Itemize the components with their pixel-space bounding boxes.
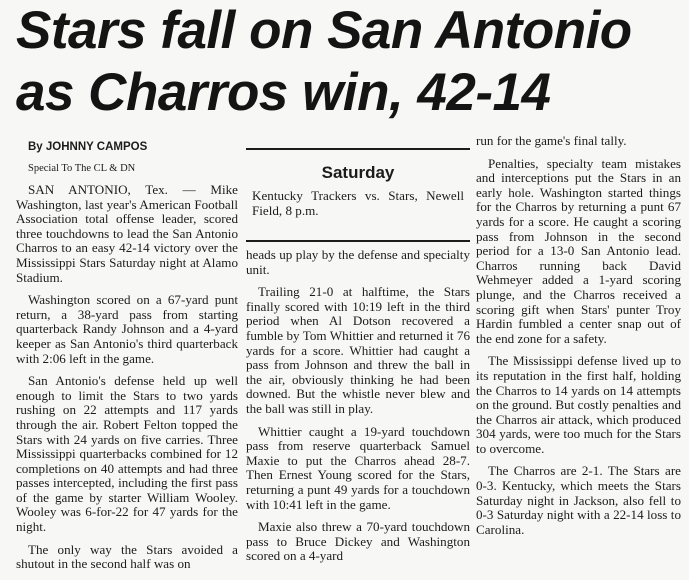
headline-line-2: as Charros win, 42-14 — [16, 63, 551, 122]
article-column-1 — [16, 141, 238, 580]
headline-line-1: Stars fall on San Antonio — [16, 1, 632, 60]
paragraph: Maxie also threw a 70-yard touchdown pass to Bruce Dickey and Washington scored on a 4-yard — [246, 519, 470, 564]
paragraph: Trailing 21-0 at halftime, the Stars finally scored with 10:19 left in the third period when Al Dotson recovered a fumble by Tom Whittier and returned it 76 yards for a score. Whittier had caught a pass from Johnson and threw the ball in the air, obviously thinking he had been downed. But the whistle never blew and the ball was still in play. — [246, 284, 470, 416]
paragraph: San Antonio's defense held up well enough to limit the Stars to two yards rushing on 22 attempts and 117 yards through the air. Robert Felton topped the Stars with 24 yards on five carries. Three Mississippi quarterbacks combined for 12 completions on 40 attempts and had three passes intercepted, including the first pass of the game by starter William Wooley. Wooley was 6-for-22 for 47 yards for the night. — [16, 373, 238, 535]
schedule-box-title: Saturday — [321, 163, 395, 182]
article-column-2 — [246, 248, 470, 572]
paragraph: SAN ANTONIO, Tex. — Mike Washington, last year's American Football Association total offense leader, scored three touchdowns to lead the San Antonio Charros to an easy 42-14 victory over the Mississippi Stars Saturday night at Alamo Stadium. — [16, 182, 238, 285]
paragraph: heads up play by the defense and specialty unit. — [246, 247, 470, 277]
schedule-box — [246, 148, 470, 242]
paragraph: The Mississippi defense lived up to its reputation in the first half, holding the Charros to 14 yards on 14 attempts on the ground. But costly penalties and the Charros air attack, which produced 304 yards, were too much for the Stars to overcome. — [476, 353, 681, 456]
headline — [16, 0, 686, 124]
byline-author: By JOHNNY CAMPOS — [28, 141, 148, 153]
schedule-box-text: Kentucky Trackers vs. Stars, Newell Field, 8 p.m. — [252, 188, 464, 218]
paragraph: Whittier caught a 19-yard touchdown pass from reserve quarterback Samuel Maxie to put the Charros ahead 28-7. Then Ernest Young scored for the Stars, returning a punt 49 yards for a touchdown with 10:41 left in the game. — [246, 423, 470, 512]
paragraph: Penalties, specialty team mistakes and interceptions put the Stars in an early hole. Washington started things for the Charros by returning a punt 67 yards for a score. He caught a scoring pass from Johnson in the second period for a 13-0 San Antonio lead. Charros running back David Wehmeyer added a 1-yard scoring plunge, and the Charros received a scoring gift when Stars' punter Troy Hardin fumbled a center snap out of the end zone for a safety. — [476, 155, 681, 346]
paragraph: run for the game's final tally. — [476, 133, 627, 148]
paragraph: Washington scored on a 67-yard punt return, a 38-yard pass from starting quarterback Randy Johnson and a 4-yard keeper as San Antonio's third quarterback with 2:06 left in the game. — [16, 292, 238, 366]
article-column-3 — [476, 134, 681, 545]
byline-affiliation: Special To The CL & DN — [28, 163, 136, 174]
paragraph: The Charros are 2-1. The Stars are 0-3. Kentucky, which meets the Stars Saturday night in Jackson, also fell to 0-3 Saturday night with a 22-14 loss to Carolina. — [476, 463, 681, 537]
paragraph: The only way the Stars avoided a shutout in the second half was on — [16, 541, 238, 572]
